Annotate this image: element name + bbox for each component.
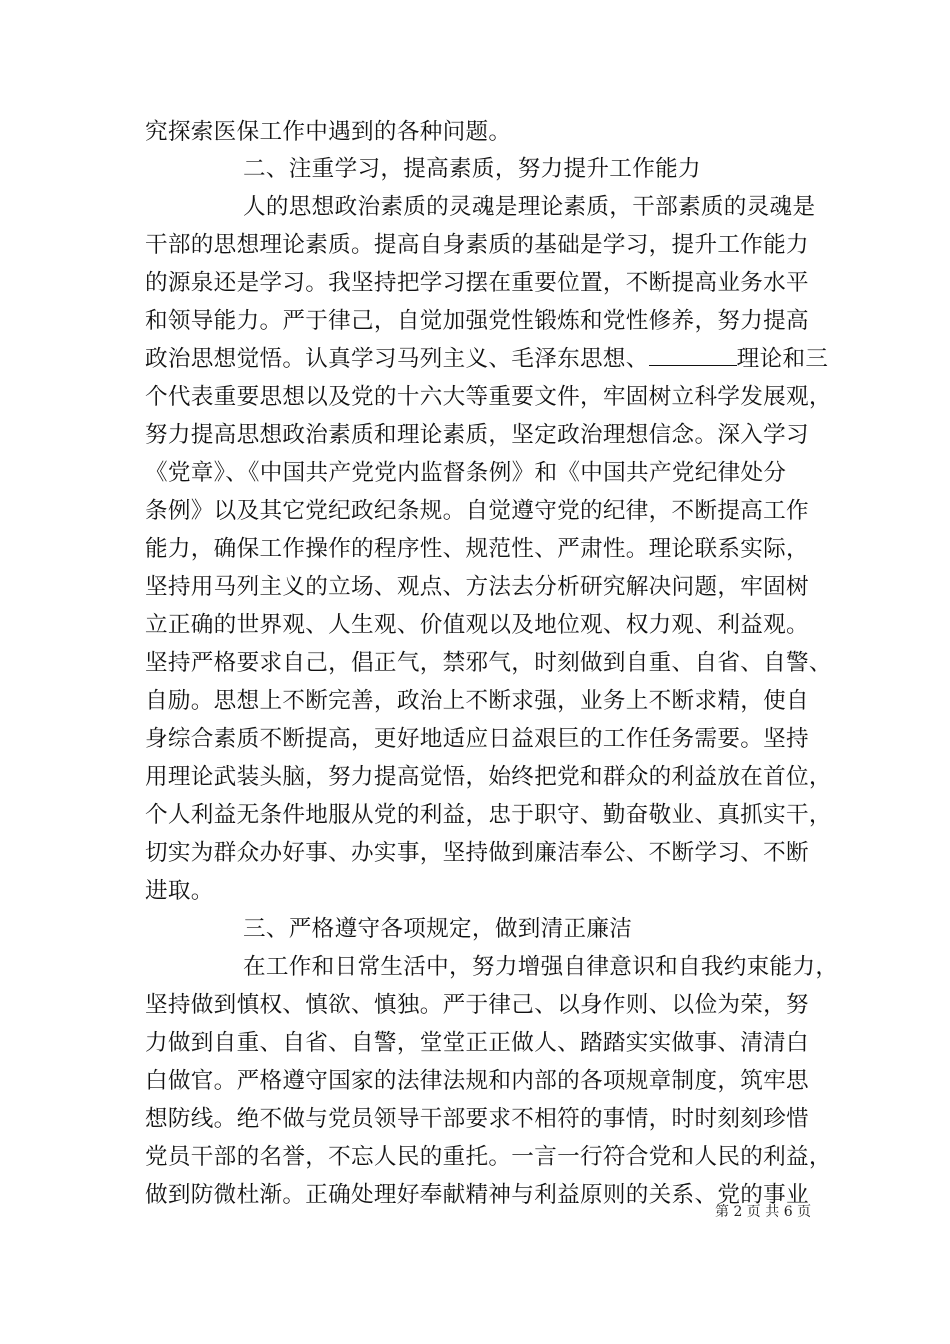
body-line: 究探索医保工作中遇到的各种问题。 [145,119,512,145]
body-line: 和领导能力。严于律己，自觉加强党性锻炼和党性修养，努力提高 [145,308,809,334]
body-line-with-blank [145,341,829,377]
line-part: 理论和三 [736,346,829,372]
body-line: 干部的思想理论素质。提高自身素质的基础是学习，提升工作能力 [145,232,809,258]
body-line: 切实为群众办好事、办实事，坚持做到廉洁奉公、不断学习、不断 [145,840,809,866]
body-line: 《党章》、《中国共产党党内监督条例》和《中国共产党纪律处分 [145,460,787,486]
body-line: 努力提高思想政治素质和理论素质，坚定政治理想信念。深入学习 [145,422,809,448]
body-line: 做到防微杜渐。正确处理好奉献精神与利益原则的关系、党的事业 [145,1182,809,1208]
body-line: 个人利益无条件地服从党的利益，忠于职守、勤奋敬业、真抓实干， [145,802,832,828]
body-line: 想防线。绝不做与党员领导干部要求不相符的事情，时时刻刻珍惜 [145,1106,809,1132]
paragraph-first-line: 人的思想政治素质的灵魂是理论素质，干部素质的灵魂是 [243,194,816,220]
body-line: 身综合素质不断提高，更好地适应日益艰巨的工作任务需要。坚持 [145,726,809,752]
section-heading-2: 二、注重学习，提高素质，努力提升工作能力 [243,156,701,182]
body-line: 能力，确保工作操作的程序性、规范性、严肃性。理论联系实际， [145,536,809,562]
body-line: 白做官。严格遵守国家的法律法规和内部的各项规章制度，筑牢思 [145,1068,809,1094]
body-line: 个代表重要思想以及党的十六大等重要文件，牢固树立科学发展观， [145,384,832,410]
line-part: 政治思想觉悟。认真学习马列主义、毛泽东思想、 [145,346,649,372]
body-line: 力做到自重、自省、自警，堂堂正正做人、踏踏实实做事、清清白 [145,1030,809,1056]
body-line: 自励。思想上不断完善，政治上不断求强，业务上不断求精，使自 [145,688,809,714]
blank-underline [649,343,737,366]
body-line: 用理论武装头脑，努力提高觉悟，始终把党和群众的利益放在首位， [145,764,832,790]
body-line: 坚持用马列主义的立场、观点、方法去分析研究解决问题，牢固树 [145,574,809,600]
body-line: 坚持做到慎权、慎欲、慎独。严于律己、以身作则、以俭为荣，努 [145,992,809,1018]
body-line: 进取。 [145,878,214,904]
page-number-footer: 第 2 页 共 6 页 [715,1204,812,1220]
section-heading-3: 三、严格遵守各项规定，做到清正廉洁 [243,916,633,942]
body-line: 立正确的世界观、人生观、价值观以及地位观、权力观、利益观。 [145,612,809,638]
paragraph-first-line: 在工作和日常生活中，努力增强自律意识和自我约束能力， [243,954,839,980]
body-line: 党员干部的名誉，不忘人民的重托。一言一行符合党和人民的利益， [145,1144,832,1170]
body-line: 坚持严格要求自己，倡正气，禁邪气，时刻做到自重、自省、自警、 [145,650,832,676]
body-line: 条例》以及其它党纪政纪条规。自觉遵守党的纪律，不断提高工作 [145,498,809,524]
body-line: 的源泉还是学习。我坚持把学习摆在重要位置，不断提高业务水平 [145,270,809,296]
